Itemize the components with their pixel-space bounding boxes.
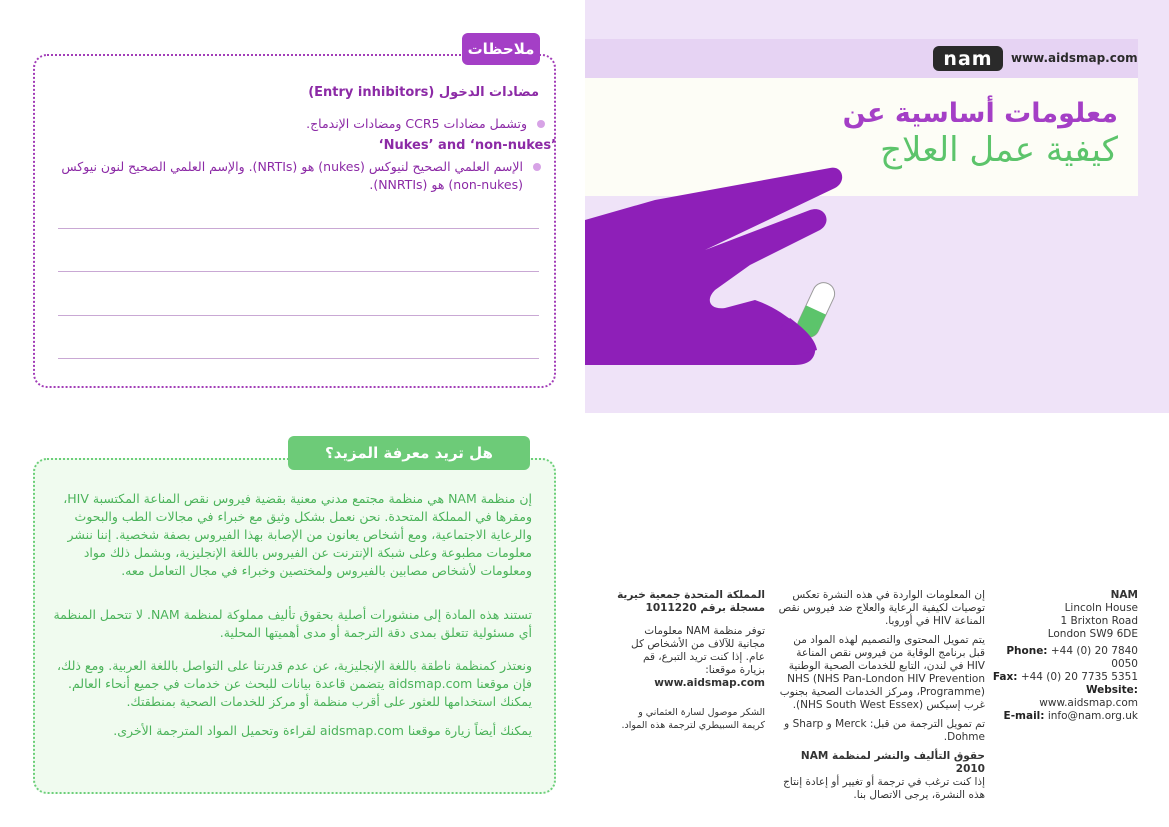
more-info-tab: هل تريد معرفة المزيد؟ bbox=[288, 436, 530, 470]
notes-item-2-text: الإسم العلمي الصحيح لنيوكس (nukes) هو (NRTIs). والإسم العلمي الصحيح لنون نيوكس (non-nukes) هو (NNRTIs). bbox=[61, 159, 523, 192]
about-nam-paragraph: إن منظمة NAM هي منظمة مجتمع مدني معنية بقضية فيروس نقص المناعة المكتسبة HIV، ومقرها في المملكة المتحدة. نحن نعمل بشكل وثيق مع خبراء في مجالات الطب والبحوث والرعاية الاجتماعية، ومع أشخاص يعانون من الإصابة بهذا الفيروس بصفة شخصية. إننا ننشر معلومات مطبوعة وعلى شبكة الإنترنت عن الفيروس باللغة الإنجليزية، وبشمل ذلك مواد ومعلومات لأشخاص مصابين بالفيروس ولمختصين وخبراء في مجال التعامل معه. bbox=[63, 491, 532, 578]
nukes-heading: ‘Nukes’ and ‘non-nukes’ bbox=[378, 138, 556, 153]
address-line3: London SW9 6DE bbox=[1047, 628, 1138, 640]
cover-title-line2: كيفية عمل العلاج bbox=[880, 130, 1118, 170]
address-line2: 1 Brixton Road bbox=[1060, 615, 1138, 627]
fax-value: +44 (0) 20 7735 5351 bbox=[1020, 671, 1138, 683]
charity-reg-line2: مسجلة برقم 1011220 bbox=[645, 602, 765, 614]
charity-reg-line1: المملكة المتحدة جمعية خيرية bbox=[617, 589, 765, 601]
info-para-2: يتم تمويل المحتوى والتصميم لهذه المواد من قبل برنامج الوقاية من فيروس نقص المناعة HIV في لندن، التابع للخدمات الصحية الوطنية NHS (NHS Pan-London HIV Prevention Programme)، ومركز الخدمات الصحية بجنوب غرب إسيكس (NHS South West Essex). bbox=[779, 634, 985, 711]
email-label: E-mail: bbox=[1003, 710, 1045, 722]
notes-item-2 bbox=[61, 158, 541, 194]
fax-label: Fax: bbox=[992, 671, 1018, 683]
notes-box bbox=[33, 54, 556, 388]
fax-row bbox=[992, 671, 1138, 684]
phone-value: +44 (0) 20 7840 0050 bbox=[1050, 645, 1138, 670]
email-link[interactable]: info@nam.org.uk bbox=[1047, 710, 1138, 722]
entry-inhibitors-heading: مضادات الدخول (Entry inhibitors) bbox=[308, 85, 539, 100]
bullet-icon bbox=[533, 163, 541, 171]
address-org: NAM bbox=[1110, 589, 1138, 601]
website-link[interactable]: www.aidsmap.com bbox=[1039, 697, 1138, 709]
translations-paragraph: يمكنك أيضاً زيارة موقعنا aidsmap.com لقراءة وتحميل المواد المترجمة الأخرى. bbox=[113, 723, 532, 738]
notes-item-1 bbox=[55, 115, 545, 133]
info-para-1: إن المعلومات الواردة في هذه النشرة تعكس توصيات لكيفية الرعاية والعلاج ضد فيروس نقص المناعة HIV في أوروبا. bbox=[778, 589, 985, 627]
phone-label: Phone: bbox=[1006, 645, 1048, 657]
info-para-3: تم تمويل الترجمة من قبل: Merck و Sharp و Dohme. bbox=[784, 718, 985, 743]
cover-url[interactable]: www.aidsmap.com bbox=[1011, 51, 1138, 65]
hand-pill-illustration bbox=[585, 160, 845, 375]
cover-title-line1: معلومات أساسية عن bbox=[842, 98, 1118, 129]
notes-item-1-text: وتشمل مضادات CCR5 ومضادات الإندماج. bbox=[306, 116, 527, 131]
notes-tab: ملاحظات bbox=[462, 33, 540, 65]
note-line bbox=[58, 228, 539, 229]
copyright-paragraph: تستند هذه المادة إلى منشورات أصلية بحقوق تأليف مملوكة لمنظمة NAM. لا تتحمل المنظمة أي مسئولية تتعلق بمدى دقة الترجمة أو مدى أهميتها المحلية. bbox=[53, 607, 532, 640]
charity-column bbox=[615, 589, 765, 732]
thanks-text: الشكر موصول لسارة العثماني و كريمة السبيطري لترجمة هذه المواد. bbox=[621, 707, 765, 731]
copyright-heading: حقوق التأليف والنشر لمنظمة NAM 2010 bbox=[800, 750, 985, 775]
note-line bbox=[58, 358, 539, 359]
address-line1: Lincoln House bbox=[1064, 602, 1138, 614]
website-label: Website: bbox=[1085, 684, 1138, 696]
copyright-text: إذا كنت ترغب في ترجمة أو تغيير أو إعادة إنتاج هذه النشرة، يرجى الاتصال بنا. bbox=[783, 776, 985, 801]
website-row bbox=[992, 684, 1138, 710]
note-line bbox=[58, 271, 539, 272]
donation-link[interactable]: www.aidsmap.com bbox=[654, 677, 765, 689]
address-column bbox=[992, 589, 1138, 723]
info-column bbox=[777, 589, 985, 802]
note-line bbox=[58, 315, 539, 316]
bullet-icon bbox=[537, 120, 545, 128]
phone-row bbox=[992, 645, 1138, 671]
services-paragraph: ونعتذر كمنظمة ناطقة باللغة الإنجليزية، عن عدم قدرتنا على التواصل باللغة العربية. ومع ذلك، فإن موقعنا aidsmap.com يتضمن قاعدة بيانات للبحث عن خدمات في جميع أنحاء العالم. يمكنك استخدامها للعثور على أقرب منظمة أو مركز للخدمات الصحية بمنطقتك. bbox=[57, 658, 532, 709]
nam-logo: nam bbox=[933, 46, 1003, 71]
email-row bbox=[992, 710, 1138, 723]
donation-text: توفر منظمة NAM معلومات مجانية للآلاف من الأشخاص كل عام. إذا كنت تريد التبرع، قم بزيارة موقعنا: bbox=[631, 625, 765, 676]
